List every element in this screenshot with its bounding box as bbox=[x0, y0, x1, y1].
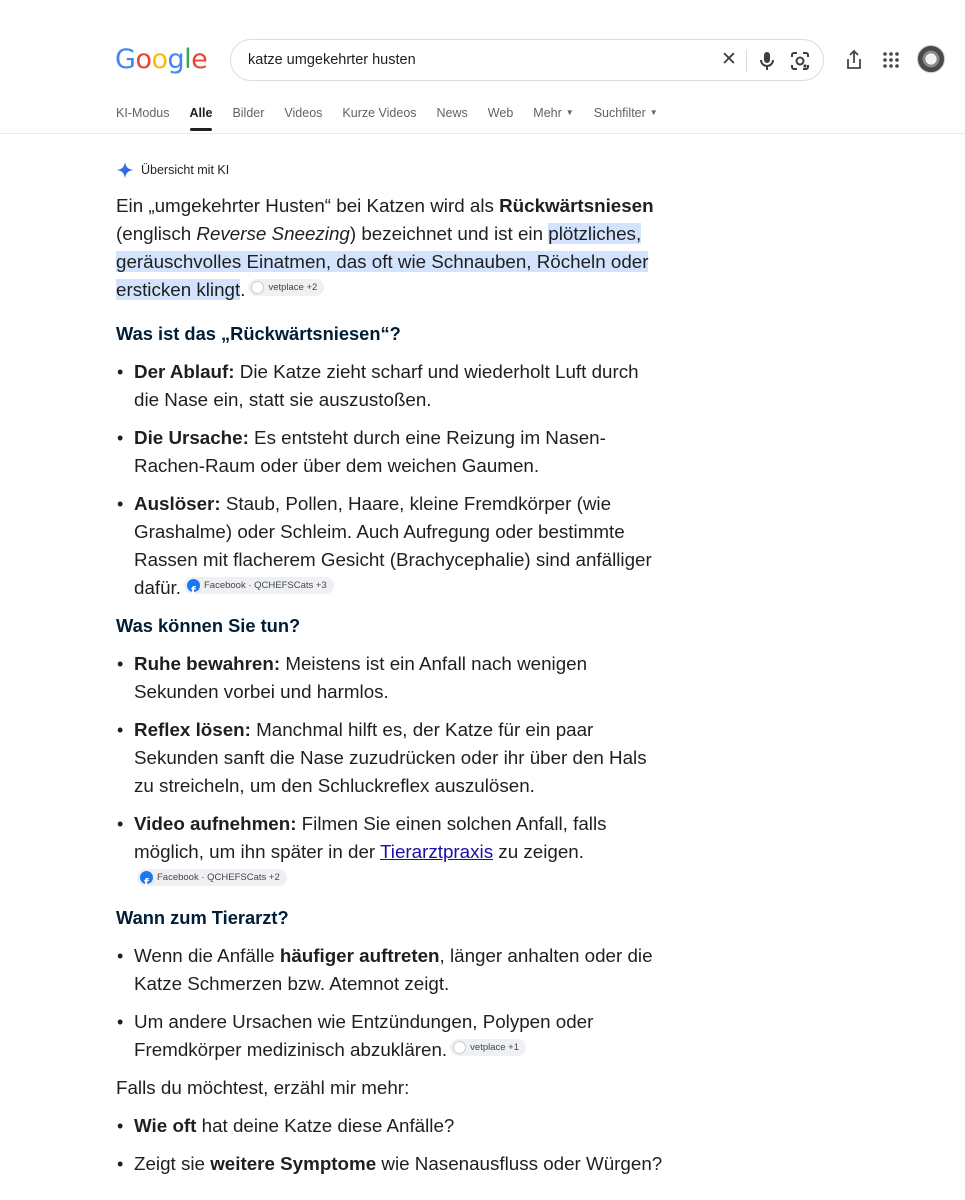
logo-letter: l bbox=[184, 44, 192, 75]
item-text: hat deine Katze diese Anfälle? bbox=[196, 1115, 455, 1136]
followup-list bbox=[116, 1112, 664, 1178]
text: (englisch bbox=[116, 223, 197, 244]
source-chip[interactable] bbox=[184, 577, 334, 594]
item-text: Filmen Sie einen solchen Anfall, falls möglich, um ihn später in der bbox=[134, 813, 607, 862]
caret-down-icon: ▼ bbox=[565, 108, 574, 117]
list-item bbox=[116, 1150, 664, 1178]
caret-down-icon: ▼ bbox=[649, 108, 658, 117]
bullet-list bbox=[116, 942, 664, 1064]
item-text: Die Katze zieht scharf und wiederholt Luft durch die Nase ein, statt sie auszustoßen. bbox=[134, 361, 639, 410]
source-chip-label: vetplace +2 bbox=[268, 281, 318, 293]
bullet-list bbox=[116, 650, 664, 894]
logo-letter: o bbox=[135, 44, 152, 75]
tab-suchfilter-label: Suchfilter bbox=[593, 106, 646, 120]
item-text: Meistens ist ein Anfall nach wenigen Sekunden vorbei und harmlos. bbox=[134, 653, 588, 702]
item-bold: Wie oft bbox=[134, 1115, 197, 1136]
google-logo[interactable] bbox=[115, 44, 207, 75]
search-tabs bbox=[116, 106, 678, 136]
text: ) bezeichnet und ist ein bbox=[349, 223, 549, 244]
tab-videos[interactable]: Videos bbox=[284, 106, 323, 120]
camera-lens-icon[interactable] bbox=[788, 49, 812, 73]
tab-alle[interactable]: Alle bbox=[190, 106, 213, 136]
item-text: Es entsteht durch eine Reizung im Nasen-Rachen-Raum oder über dem weichen Gaumen. bbox=[134, 427, 606, 476]
item-label: Der Ablauf: bbox=[134, 361, 235, 382]
item-text: , länger anhalten oder die Katze Schmerzen bzw. Atemnot zeigt. bbox=[134, 945, 653, 994]
section-heading: Wann zum Tierarzt? bbox=[116, 907, 289, 928]
logo-letter: G bbox=[115, 44, 136, 75]
item-label: Reflex lösen: bbox=[134, 719, 251, 740]
list-item bbox=[116, 490, 664, 602]
source-chip[interactable] bbox=[137, 869, 287, 886]
item-text: Wenn die Anfälle bbox=[134, 945, 280, 966]
apps-grid-icon[interactable] bbox=[879, 48, 903, 72]
highlighted-text[interactable]: plötzliches, geräuschvolles Einatmen, das oft wie Schnauben, Röcheln oder ersticken klingt bbox=[116, 223, 649, 300]
source-chip-label: Facebook · QCHEFSCats +2 bbox=[157, 871, 280, 883]
list-item bbox=[116, 716, 664, 800]
item-label: Auslöser: bbox=[134, 493, 221, 514]
item-label: Ruhe bewahren: bbox=[134, 653, 281, 674]
source-chip[interactable] bbox=[248, 279, 324, 296]
item-bold: weitere Symptome bbox=[210, 1153, 377, 1174]
gemini-sparkle-icon bbox=[116, 161, 134, 179]
followup-prompt: Falls du möchtest, erzähl mir mehr: bbox=[116, 1077, 410, 1098]
section-heading: Was können Sie tun? bbox=[116, 615, 301, 636]
tab-news[interactable]: News bbox=[436, 106, 468, 120]
tab-mehr[interactable] bbox=[533, 106, 573, 136]
ai-overview-label: Übersicht mit KI bbox=[141, 163, 230, 177]
list-item bbox=[116, 942, 664, 998]
source-chip-label: Facebook · QCHEFSCats +3 bbox=[204, 579, 327, 591]
ai-overview-header bbox=[116, 160, 229, 180]
item-bold: häufiger auftreten bbox=[279, 945, 440, 966]
logo-letter: e bbox=[191, 44, 208, 75]
item-text: Um andere Ursachen wie Entzündungen, Polypen oder Fremdkörper medizinisch abzuklären. bbox=[134, 1011, 594, 1060]
text: Ein „umgekehrter Husten“ bei Katzen wird als bbox=[116, 195, 500, 216]
list-item bbox=[116, 358, 664, 414]
list-item bbox=[116, 1008, 664, 1064]
vetplace-favicon-icon bbox=[453, 1041, 466, 1054]
list-item bbox=[116, 1112, 664, 1140]
list-item bbox=[116, 650, 664, 706]
microphone-icon[interactable] bbox=[755, 49, 779, 73]
search-divider bbox=[746, 50, 747, 72]
tabs-divider bbox=[0, 133, 965, 134]
search-input[interactable]: katze umgekehrter husten bbox=[248, 52, 416, 68]
facebook-favicon-icon bbox=[140, 871, 153, 884]
avatar[interactable] bbox=[917, 45, 945, 73]
source-chip-label: vetplace +1 bbox=[470, 1041, 520, 1053]
item-text: wie Nasenausfluss oder Würgen? bbox=[376, 1153, 663, 1174]
tab-web[interactable]: Web bbox=[487, 106, 514, 120]
list-item bbox=[116, 810, 664, 894]
tab-suchfilter[interactable] bbox=[594, 106, 658, 136]
list-item bbox=[116, 424, 664, 480]
tab-ki-modus[interactable]: KI-Modus bbox=[116, 106, 170, 120]
logo-letter: o bbox=[151, 44, 168, 75]
tab-bilder[interactable]: Bilder bbox=[232, 106, 265, 120]
item-label: Video aufnehmen: bbox=[134, 813, 297, 834]
tierarztpraxis-link[interactable]: Tierarztpraxis bbox=[380, 841, 494, 862]
share-icon[interactable] bbox=[842, 48, 866, 72]
item-text: Manchmal hilft es, der Katze für ein paar Sekunden sanft die Nase zuzudrücken oder ihr über den Hals zu streicheln, um den Schluckreflex auszulösen. bbox=[134, 719, 647, 796]
source-chip[interactable] bbox=[450, 1039, 526, 1056]
bullet-list bbox=[116, 358, 664, 602]
item-text: Staub, Pollen, Haare, kleine Fremdkörper (wie Grashalme) oder Schleim. Auch Aufregung oder bestimmte Rassen mit flacherem Gesicht (Brachycephalie) sind anfälliger dafür. bbox=[134, 493, 652, 598]
search-box[interactable] bbox=[230, 39, 824, 81]
italic-term: Reverse Sneezing bbox=[196, 223, 350, 244]
tab-kurze-videos[interactable]: Kurze Videos bbox=[342, 106, 417, 120]
intro-paragraph bbox=[116, 192, 664, 304]
facebook-favicon-icon bbox=[187, 579, 200, 592]
logo-letter: g bbox=[167, 44, 185, 75]
item-text: zu zeigen. bbox=[493, 841, 584, 862]
tab-mehr-label: Mehr bbox=[533, 106, 562, 120]
vetplace-favicon-icon bbox=[251, 281, 264, 294]
text: . bbox=[240, 279, 246, 300]
bold-term: Rückwärtsniesen bbox=[499, 195, 654, 216]
close-icon[interactable]: ✕ bbox=[721, 49, 737, 70]
item-text: Zeigt sie bbox=[134, 1153, 211, 1174]
section-heading: Was ist das „Rückwärtsniesen“? bbox=[116, 323, 401, 344]
ai-overview-body bbox=[116, 192, 664, 1188]
item-label: Die Ursache: bbox=[134, 427, 249, 448]
